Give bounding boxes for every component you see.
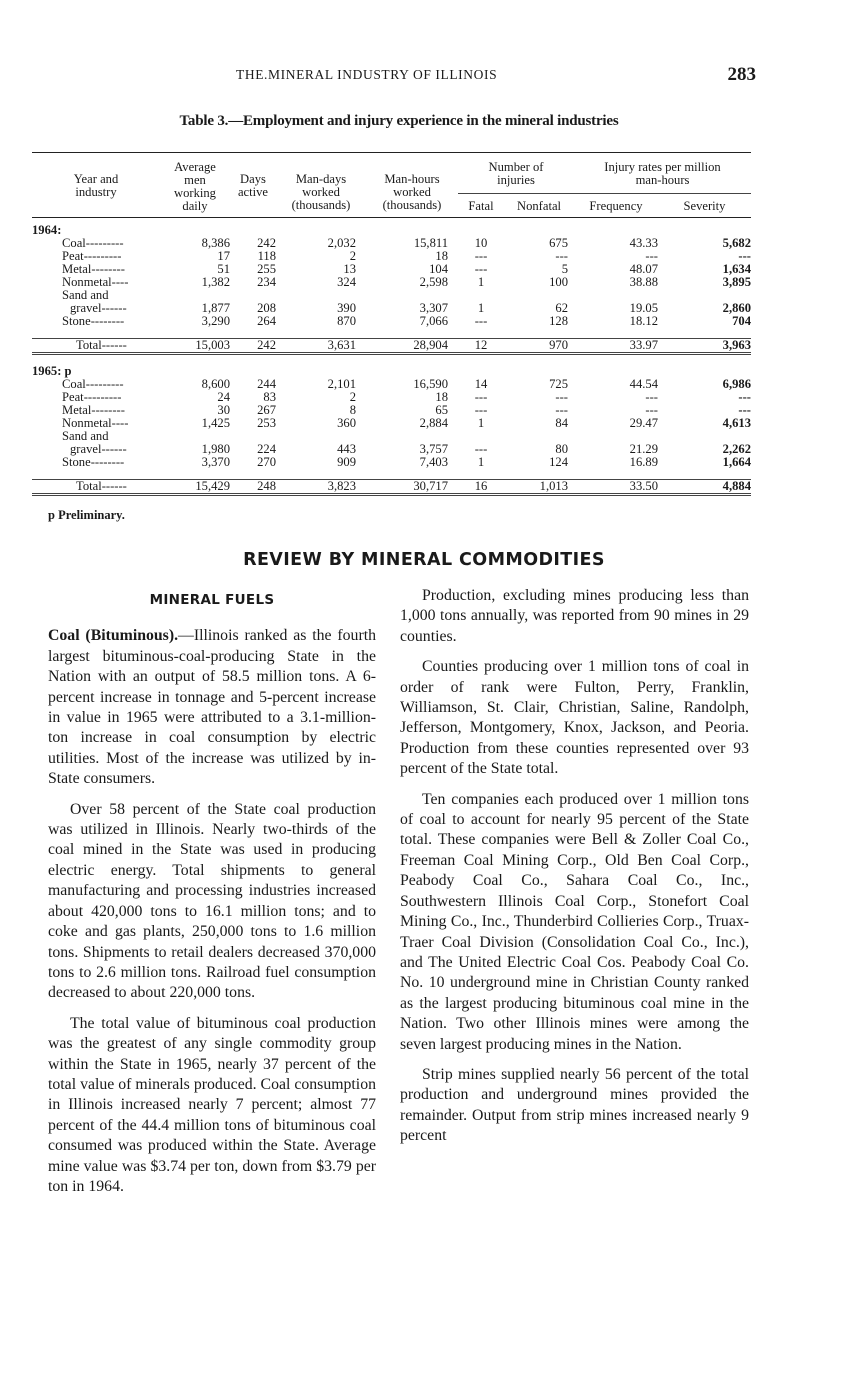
cell-days: 248 [230, 480, 276, 495]
cell-avg-men: 51 [217, 262, 230, 276]
cell-nonfatal: 124 [549, 455, 568, 469]
cell-nonfatal: --- [555, 249, 568, 263]
cell-days: 224 [257, 442, 276, 456]
cell-severity: --- [738, 403, 751, 417]
total-row [32, 480, 751, 495]
cell-fatal: 10 [474, 236, 488, 250]
cell-man-days: 2 [349, 249, 356, 263]
paragraph: Counties producing over 1 million tons of coal in order of rank were Fulton, Perry, Franklin, Williamson, St. Clair, Christian, Saline, Randolph, Jefferson, Montgomery, Knox, Jackson, and Peoria. Production from these counties represented over 93 percent of the State total. [400, 658, 749, 778]
cell-man-days: 8 [349, 403, 356, 417]
cell-avg-men: 15,003 [160, 339, 230, 354]
cell-days: 267 [257, 403, 276, 417]
cell-frequency: 21.29 [629, 442, 658, 456]
cell-severity: 5,682 [722, 236, 751, 250]
cell-man-hours: 7,066 [419, 314, 448, 328]
row-label: Metal-------- [62, 262, 125, 276]
cell-severity: 6,986 [722, 377, 751, 391]
cell-man-days: 443 [337, 442, 356, 456]
row-label: Total------ [32, 480, 160, 495]
cell-severity: 2,262 [722, 442, 751, 456]
cell-severity: --- [738, 390, 751, 404]
cell-frequency: 16.89 [629, 455, 658, 469]
row-label: Sand and [62, 429, 109, 443]
cell-frequency: 44.54 [629, 377, 658, 391]
paragraph: Production, excluding mines producing less than 1,000 tons annually, was reported from 90 mines in 29 counties. [400, 587, 749, 645]
col-year: Year and industry [73, 172, 119, 199]
cell-severity: 3,963 [658, 339, 751, 354]
cell-severity: 2,860 [722, 301, 751, 315]
cell-avg-men: 30 [217, 403, 230, 417]
cell-days: 208 [257, 301, 276, 315]
cell-days: 242 [230, 339, 276, 354]
col-injuries-group: Number of injuries [458, 153, 574, 194]
cell-days: 253 [257, 416, 276, 430]
row-label: Coal--------- [62, 236, 124, 250]
paragraph: Over 58 percent of the State coal production was utilized in Illinois. Nearly two-thirds of the coal mined in the State was used in producing electric energy. Total shipments to general manufacturing and processing industries increased about 420,000 tons to 16.1 million tons; and to coke and gas plants, 250,000 tons to 1.6 million tons. Shipments to retail dealers decreased 370,000 tons to 2.6 million tons. Railroad fuel consumption decreased to about 220,000 tons. [48, 800, 376, 1002]
cell-fatal: --- [474, 249, 488, 263]
cell-nonfatal: 62 [555, 301, 568, 315]
cell-man-hours: 28,904 [366, 339, 458, 354]
running-title: THE.MINERAL INDUSTRY OF ILLINOIS [236, 67, 498, 82]
cell-days: 118 [257, 249, 276, 263]
row-label: Total------ [32, 339, 160, 354]
cell-avg-men: 1,980 [201, 442, 230, 456]
cell-fatal: 1 [477, 455, 485, 469]
cell-man-days: 2 [349, 390, 356, 404]
cell-man-hours: 16,590 [413, 377, 448, 391]
cell-avg-men: 1,877 [201, 301, 230, 315]
table-row [32, 276, 751, 289]
cell-frequency: 29.47 [629, 416, 658, 430]
cell-fatal: 14 [474, 377, 488, 391]
cell-fatal: 1 [477, 301, 485, 315]
cell-frequency: --- [645, 403, 658, 417]
cell-frequency: 19.05 [629, 301, 658, 315]
subsection-title: MINERAL FUELS [149, 592, 275, 608]
table-row [32, 237, 751, 250]
cell-man-hours: 7,403 [419, 455, 448, 469]
cell-man-days: 3,631 [276, 339, 366, 354]
col-avg-men: Average men working daily [174, 160, 216, 213]
cell-days: 270 [257, 455, 276, 469]
cell-fatal: 1 [477, 416, 485, 430]
cell-frequency: 48.07 [629, 262, 658, 276]
table-row [32, 391, 751, 404]
cell-fatal: 1 [477, 275, 485, 289]
page-number: 283 [727, 64, 756, 85]
row-label: Peat--------- [62, 249, 122, 263]
cell-nonfatal: 5 [561, 262, 568, 276]
cell-avg-men: 3,370 [201, 455, 230, 469]
cell-man-hours: 18 [435, 390, 448, 404]
table-row [32, 456, 751, 469]
cell-avg-men: 15,429 [160, 480, 230, 495]
paragraph: Ten companies each produced over 1 million tons of coal to account for nearly 95 percent of the State total. These companies were Bell & Zoller Coal Co., Freeman Coal Mining Corp., Old Ben Coal Corp., Peabody Coal Co., Sahara Coal Co., Inc., Southwestern Illinois Coal Corp., Stonefort Coal Mining Co., Inc., Thunderbird Collieries Corp., Truax-Traer Coal Division (Consolidation Coal Co., Inc.), and The United Electric Coal Cos. Peabody Coal Co. No. 10 underground mine in Christian County ranked as the largest producing bituminous coal mine in the Nation. Two other Illinois mines were among the seven largest producing mines in the Nation. [400, 790, 749, 1053]
row-label: Stone-------- [62, 314, 125, 328]
cell-man-hours: 104 [429, 262, 448, 276]
col-nonfatal: Nonfatal [516, 199, 562, 213]
cell-nonfatal: 725 [549, 377, 568, 391]
table-caption: Table 3.—Employment and injury experience in the mineral industries [179, 113, 619, 129]
cell-severity: --- [738, 249, 751, 263]
cell-days: 83 [263, 390, 276, 404]
col-man-days: Man-days worked (thousands) [291, 172, 351, 212]
cell-nonfatal: --- [555, 390, 568, 404]
cell-nonfatal: 80 [555, 442, 568, 456]
cell-avg-men: 1,425 [201, 416, 230, 430]
col-severity: Severity [683, 199, 726, 213]
cell-man-days: 390 [337, 301, 356, 315]
cell-avg-men: 24 [217, 390, 230, 404]
cell-man-days: 13 [343, 262, 356, 276]
cell-man-hours: 30,717 [366, 480, 458, 495]
year-label: 1965: p [32, 364, 72, 378]
section-title: REVIEW BY MINERAL COMMODITIES [243, 550, 605, 570]
cell-man-days: 324 [337, 275, 356, 289]
cell-days: 264 [257, 314, 276, 328]
paragraph: The total value of bituminous coal production was the greatest of any single commodity group within the State in 1965, nearly 37 percent of the total value of minerals produced. Coal consumption in Illinois increased nearly 7 percent; almost 77 percent of the 44.4 million tons of bituminous coal consumed was produced within the State. Average mine value was $3.74 per ton, down from $3.79 per ton in 1964. [48, 1014, 376, 1195]
col-frequency: Frequency [589, 199, 643, 213]
cell-man-hours: 3,757 [419, 442, 448, 456]
row-label: Stone-------- [62, 455, 125, 469]
year-label: 1964: [32, 223, 62, 237]
cell-frequency: 18.12 [629, 314, 658, 328]
paragraph: Strip mines supplied nearly 56 percent of the total production and underground mines provided the remainder. Output from strip mines increased nearly 9 percent [400, 1065, 749, 1145]
cell-avg-men: 3,290 [201, 314, 230, 328]
running-header [0, 64, 848, 88]
cell-man-days: 360 [337, 416, 356, 430]
cell-frequency: 33.50 [574, 480, 658, 495]
col-days: Days active [237, 172, 269, 199]
row-label: gravel------ [70, 301, 127, 315]
cell-severity: 1,664 [722, 455, 751, 469]
cell-man-hours: 18 [435, 249, 448, 263]
right-column [400, 586, 749, 1157]
row-label: Nonmetal---- [62, 416, 129, 430]
cell-nonfatal: 1,013 [504, 480, 574, 495]
col-rates-group: Injury rates per million man-hours [574, 153, 751, 194]
row-label: gravel------ [70, 442, 127, 456]
cell-fatal: 16 [458, 480, 504, 495]
cell-frequency: --- [645, 249, 658, 263]
table-footnote: p Preliminary. [48, 508, 125, 522]
cell-man-days: 3,823 [276, 480, 366, 495]
cell-frequency: 38.88 [629, 275, 658, 289]
cell-nonfatal: 128 [549, 314, 568, 328]
cell-fatal: --- [474, 314, 488, 328]
cell-nonfatal: 675 [549, 236, 568, 250]
table-row [32, 315, 751, 328]
cell-nonfatal: --- [555, 403, 568, 417]
left-column [48, 588, 376, 1207]
cell-avg-men: 1,382 [201, 275, 230, 289]
cell-man-hours: 65 [435, 403, 448, 417]
cell-severity: 3,895 [722, 275, 751, 289]
col-fatal: Fatal [468, 199, 494, 213]
cell-frequency: --- [645, 390, 658, 404]
row-label: Nonmetal---- [62, 275, 129, 289]
col-man-hours: Man-hours worked (thousands) [382, 172, 442, 212]
cell-nonfatal: 970 [504, 339, 574, 354]
cell-fatal: --- [474, 442, 488, 456]
cell-avg-men: 17 [217, 249, 230, 263]
paragraph: Coal (Bituminous).—Illinois ranked as the fourth largest bituminous-coal-producing State in the Nation with an output of 58.5 million tons. A 6-percent increase in tonnage and 5-percent increase in value in 1965 were attributed to a 3.1-million-ton increase in coal consumption by electric utilities. Most of the increase was utilized by in-State consumers. [48, 627, 376, 788]
cell-avg-men: 8,386 [201, 236, 230, 250]
cell-man-days: 870 [337, 314, 356, 328]
employment-injury-table [32, 152, 751, 496]
cell-man-days: 2,101 [327, 377, 356, 391]
table-row [32, 417, 751, 430]
cell-frequency: 43.33 [629, 236, 658, 250]
cell-days: 242 [257, 236, 276, 250]
cell-severity: 1,634 [722, 262, 751, 276]
cell-man-hours: 15,811 [413, 236, 448, 250]
table-row [32, 378, 751, 391]
total-row [32, 339, 751, 354]
row-label: Coal--------- [62, 377, 124, 391]
cell-days: 255 [257, 262, 276, 276]
row-label: Peat--------- [62, 390, 122, 404]
cell-nonfatal: 100 [549, 275, 568, 289]
cell-fatal: 12 [458, 339, 504, 354]
cell-fatal: --- [474, 390, 488, 404]
cell-nonfatal: 84 [555, 416, 568, 430]
cell-frequency: 33.97 [574, 339, 658, 354]
cell-severity: 704 [732, 314, 751, 328]
cell-fatal: --- [474, 262, 488, 276]
cell-days: 234 [257, 275, 276, 289]
cell-man-hours: 3,307 [419, 301, 448, 315]
cell-man-hours: 2,884 [419, 416, 448, 430]
row-label: Sand and [62, 288, 109, 302]
cell-man-days: 909 [337, 455, 356, 469]
cell-avg-men: 8,600 [201, 377, 230, 391]
cell-severity: 4,884 [658, 480, 751, 495]
cell-days: 244 [257, 377, 276, 391]
cell-man-days: 2,032 [327, 236, 356, 250]
row-label: Metal-------- [62, 403, 125, 417]
cell-fatal: --- [474, 403, 488, 417]
cell-man-hours: 2,598 [419, 275, 448, 289]
cell-severity: 4,613 [722, 416, 751, 430]
